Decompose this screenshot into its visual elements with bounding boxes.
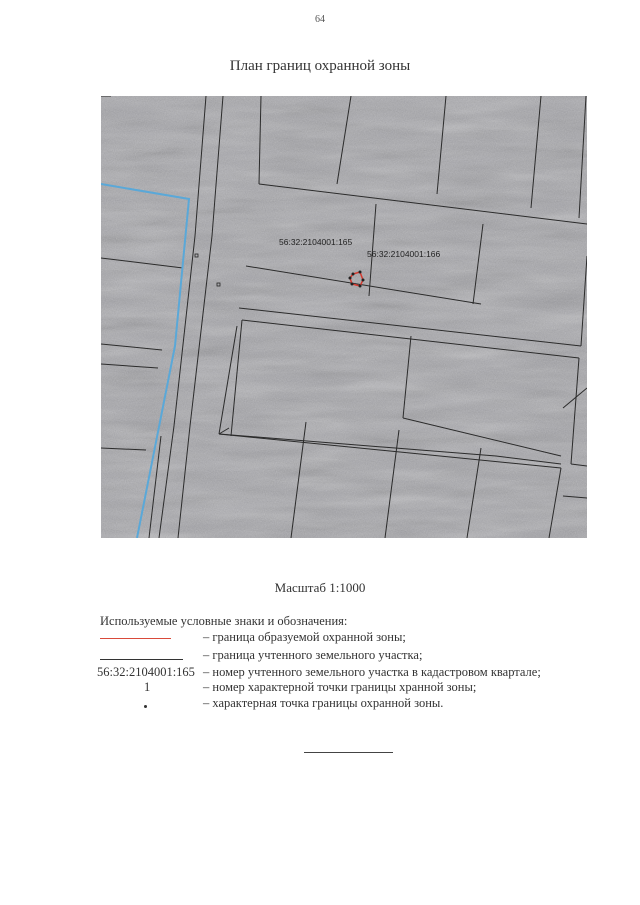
map-texture-grain [101,96,587,538]
parcel-label-165: 56:32:2104001:165 [279,237,353,247]
parcel-number-sample: 56:32:2104001:165 [97,665,195,679]
legend-item-text: – граница учтенного земельного участка; [203,648,423,662]
legend-item-parcel-boundary [100,648,620,664]
legend-item-text: – номер учтенного земельного участка в кадастровом квартале; [203,665,541,679]
legend-item-parcel-number [97,665,620,681]
footer-divider [304,752,393,753]
legend-item-text: – номер характерной точки границы хранной зоны; [203,680,477,694]
point-dot-icon [144,705,147,708]
page-number: 64 [315,14,325,25]
legend-item-text: – характерная точка границы охранной зоны. [203,696,444,710]
legend-heading: Используемые условные знаки и обозначения: [100,614,348,628]
parcel-label-166: 56:32:2104001:166 [367,249,441,259]
legend-item-characteristic-point [100,696,620,712]
map-svg [101,96,587,538]
point-number-sample: 1 [144,680,151,694]
cadastral-map [101,96,587,538]
map-scale: Масштаб 1:1000 [274,580,366,595]
legend-item-point-number [100,680,620,696]
legend-item-zone-boundary [100,630,620,646]
legend-item-text: – граница образуемой охранной зоны; [203,630,406,644]
black-line-swatch [100,659,183,660]
red-line-swatch [100,638,171,639]
plan-title: План границ охранной зоны [229,58,411,74]
